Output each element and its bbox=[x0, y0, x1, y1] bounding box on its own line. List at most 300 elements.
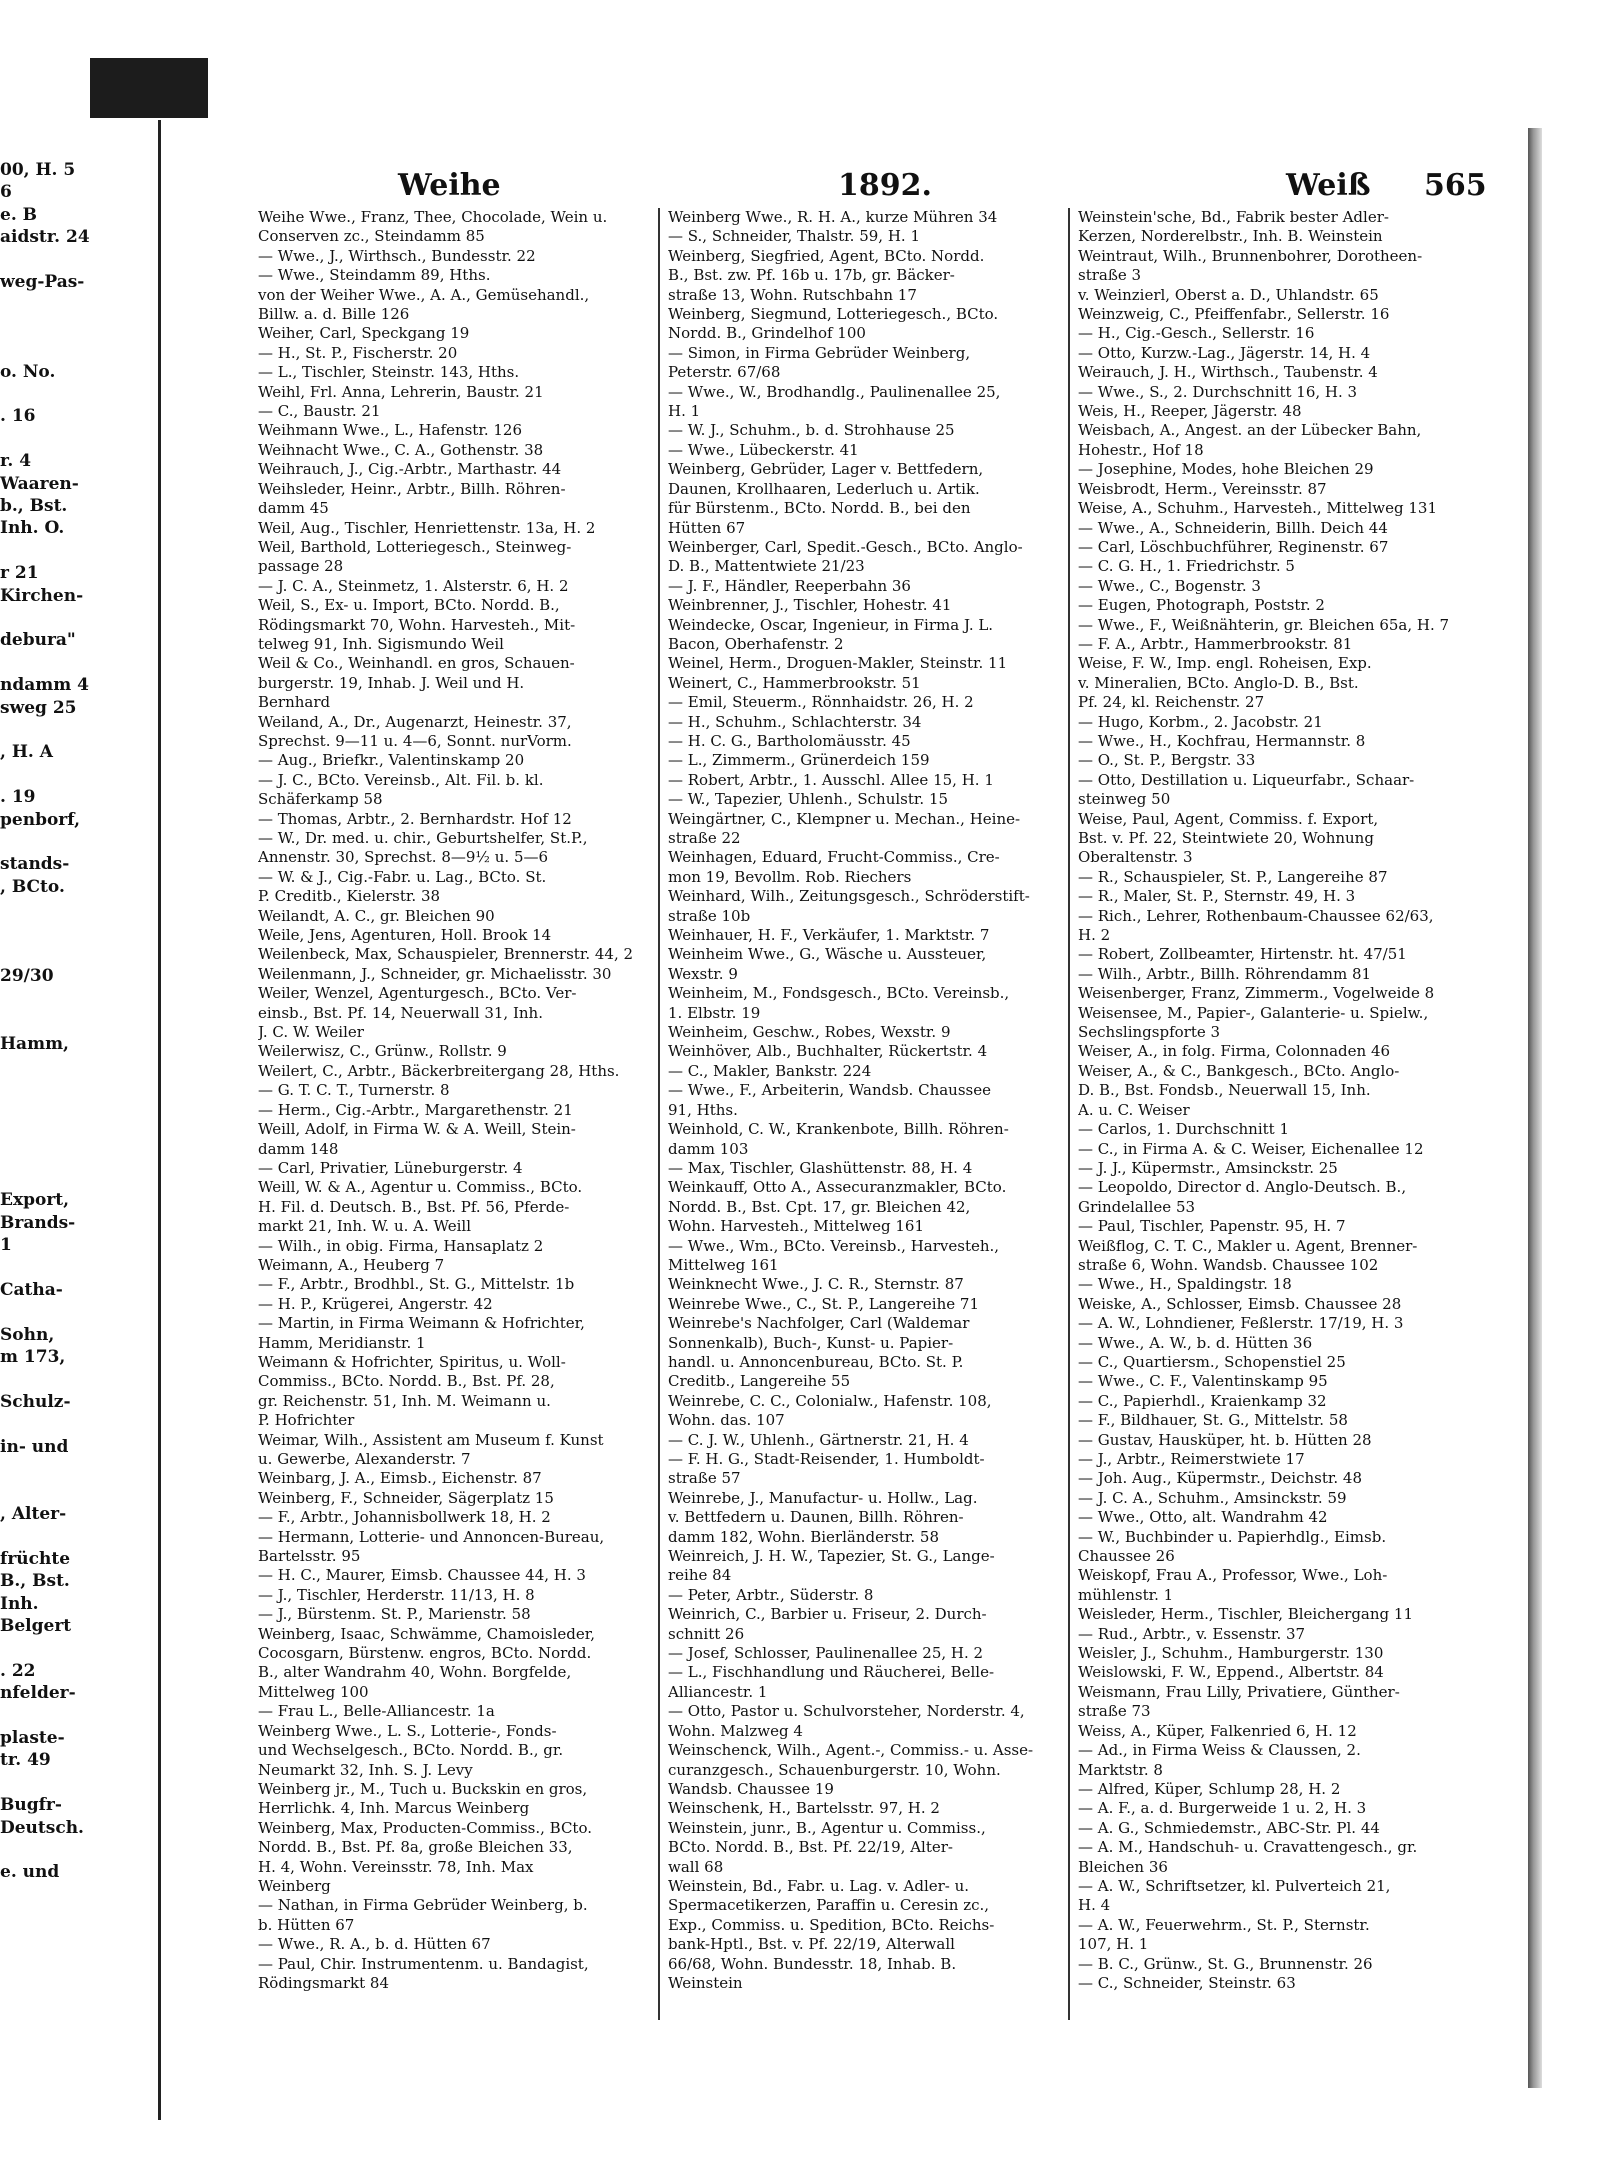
directory-entry: Nordd. B., Grindelhof 100 bbox=[668, 324, 866, 343]
directory-entry: Weinstein, junr., B., Agentur u. Commiss., bbox=[668, 1818, 986, 1837]
directory-entry: — Wwe., A., Schneiderin, Billh. Deich 44 bbox=[1078, 518, 1388, 537]
directory-entry: — A. W., Lohndiener, Feßlerstr. 17/19, H. 3 bbox=[1078, 1314, 1404, 1333]
prev-page-fragment: tr. 49 bbox=[0, 1750, 51, 1771]
directory-entry: Conserven zc., Steindamm 85 bbox=[258, 227, 485, 246]
directory-entry: — Wwe., H., Spaldingstr. 18 bbox=[1078, 1275, 1292, 1294]
directory-entry: markt 21, Inh. W. u. A. Weill bbox=[258, 1217, 471, 1236]
directory-entry: P. Hofrichter bbox=[258, 1411, 355, 1430]
directory-entry: straße 22 bbox=[668, 829, 741, 847]
directory-entry: H. 2 bbox=[1078, 926, 1111, 945]
directory-entry: — Robert, Arbtr., 1. Ausschl. Allee 15, H. 1 bbox=[668, 770, 994, 789]
directory-entry: — H., Schuhm., Schlachterstr. 34 bbox=[668, 712, 922, 731]
directory-entry: Weimar, Wilh., Assistent am Museum f. Kunst bbox=[258, 1430, 604, 1449]
directory-entry: Weisensee, M., Papier-, Galanterie- u. Spielw., bbox=[1078, 1003, 1429, 1022]
directory-entry: Weise, Paul, Agent, Commiss. f. Export, bbox=[1078, 809, 1379, 828]
directory-entry: steinweg 50 bbox=[1078, 790, 1171, 809]
directory-entry: v. Mineralien, BCto. Anglo-D. B., Bst. bbox=[1078, 673, 1359, 692]
directory-entry: Oberaltenstr. 3 bbox=[1078, 848, 1193, 867]
directory-entry: Weinrebe, C. C., Colonialw., Hafenstr. 108, bbox=[668, 1391, 992, 1410]
page-number: 565 bbox=[1424, 168, 1487, 203]
directory-entry: Weinschenk, H., Bartelsstr. 97, H. 2 bbox=[668, 1799, 940, 1818]
directory-entry: — Wilh., Arbtr., Billh. Röhrendamm 81 bbox=[1078, 964, 1372, 983]
header-year: 1892. bbox=[838, 168, 932, 203]
directory-entry: Weiler, Wenzel, Agenturgesch., BCto. Ver- bbox=[258, 984, 577, 1003]
directory-entry: — Otto, Pastor u. Schulvorsteher, Norderstr. 4, bbox=[668, 1702, 1025, 1721]
directory-entry: — Emil, Steuerm., Rönnhaidstr. 26, H. 2 bbox=[668, 693, 974, 712]
directory-entry: Weinberger, Carl, Spedit.-Gesch., BCto. Anglo- bbox=[668, 537, 1023, 556]
directory-entry: — Carl, Löschbuchführer, Reginenstr. 67 bbox=[1078, 537, 1389, 556]
directory-entry: — Martin, in Firma Weimann & Hofrichter, bbox=[258, 1314, 585, 1333]
directory-entry: für Bürstenm., BCto. Nordd. B., bei den bbox=[668, 499, 971, 518]
directory-entry: telweg 91, Inh. Sigismundo Weil bbox=[258, 634, 504, 653]
directory-entry: Weinhauer, H. F., Verkäufer, 1. Marktstr. 7 bbox=[668, 926, 990, 945]
directory-entry: — C., Schneider, Steinstr. 63 bbox=[1078, 1973, 1296, 1992]
directory-entry: Schäferkamp 58 bbox=[258, 790, 383, 809]
directory-entry: Weihl, Frl. Anna, Lehrerin, Baustr. 21 bbox=[258, 382, 544, 401]
directory-entry: Weihnacht Wwe., C. A., Gothenstr. 38 bbox=[258, 440, 544, 459]
directory-entry: — C. J. W., Uhlenh., Gärtnerstr. 21, H. 4 bbox=[668, 1430, 969, 1449]
header-right-word: Weiß bbox=[1286, 168, 1371, 203]
column-rule-2 bbox=[1068, 208, 1070, 2020]
directory-entry: Weinstein'sche, Bd., Fabrik bester Adler- bbox=[1078, 208, 1389, 226]
directory-entry: Weinhard, Wilh., Zeitungsgesch., Schröderstift- bbox=[668, 887, 1030, 906]
directory-entry: Weihrauch, J., Cig.-Arbtr., Marthastr. 44 bbox=[258, 460, 562, 479]
directory-entry: Weinberg jr., M., Tuch u. Buckskin en gros, bbox=[258, 1779, 588, 1798]
directory-entry: Weinstein, Bd., Fabr. u. Lag. v. Adler- u. bbox=[668, 1876, 970, 1895]
directory-entry: — J. C., BCto. Vereinsb., Alt. Fil. b. kl. bbox=[258, 770, 544, 789]
prev-page-fragment: o. No. bbox=[0, 361, 56, 382]
directory-entry: Weinreich, J. H. W., Tapezier, St. G., Lange- bbox=[668, 1547, 995, 1566]
prev-page-fragment: . 22 bbox=[0, 1660, 36, 1681]
column-rule-1 bbox=[658, 208, 660, 2020]
directory-entry: — Herm., Cig.-Arbtr., Margarethenstr. 21 bbox=[258, 1100, 573, 1119]
directory-entry: H. 4 bbox=[1078, 1896, 1111, 1915]
directory-entry: Weinstein bbox=[668, 1973, 743, 1992]
directory-entry: Weilert, C., Arbtr., Bäckerbreitergang 28, Hths. bbox=[258, 1061, 620, 1080]
directory-entry: — C., Baustr. 21 bbox=[258, 402, 381, 421]
directory-entry: Weimann, A., Heuberg 7 bbox=[258, 1255, 445, 1274]
directory-entry: — Rich., Lehrer, Rothenbaum-Chaussee 62/63, bbox=[1078, 906, 1434, 925]
directory-entry: — Joh. Aug., Küpermstr., Deichstr. 48 bbox=[1078, 1469, 1363, 1488]
directory-entry: Sonnenkalb), Buch-, Kunst- u. Papier- bbox=[668, 1333, 954, 1352]
directory-entry: B., alter Wandrahm 40, Wohn. Borgfelde, bbox=[258, 1663, 572, 1682]
directory-entry: — C., in Firma A. & C. Weiser, Eichenallee 12 bbox=[1078, 1139, 1424, 1158]
prev-page-fragment: , BCto. bbox=[0, 876, 65, 897]
directory-entry: — Leopoldo, Director d. Anglo-Deutsch. B., bbox=[1078, 1178, 1407, 1197]
directory-entry: — Rud., Arbtr., v. Essenstr. 37 bbox=[1078, 1624, 1306, 1643]
directory-entry: Weise, F. W., Imp. engl. Roheisen, Exp. bbox=[1078, 654, 1372, 673]
prev-page-fragment: B., Bst. bbox=[0, 1571, 70, 1592]
directory-entry: straße 3 bbox=[1078, 266, 1142, 285]
directory-entry: — Frau L., Belle-Alliancestr. 1a bbox=[258, 1702, 495, 1721]
directory-entry: Bernhard bbox=[258, 693, 331, 712]
directory-entry: — Wwe., J., Wirthsch., Bundesstr. 22 bbox=[258, 246, 536, 265]
directory-entry: — Wwe., R. A., b. d. Hütten 67 bbox=[258, 1935, 491, 1954]
directory-entry: Weinberg bbox=[258, 1876, 331, 1895]
directory-entry: — Wwe., F., Arbeiterin, Wandsb. Chaussee bbox=[668, 1081, 991, 1100]
directory-entry: — Otto, Kurzw.-Lag., Jägerstr. 14, H. 4 bbox=[1078, 343, 1371, 362]
directory-entry: Weihmann Wwe., L., Hafenstr. 126 bbox=[258, 421, 523, 440]
directory-entry: Weisleder, Herm., Tischler, Bleichergang 11 bbox=[1078, 1605, 1413, 1624]
directory-entry: Hütten 67 bbox=[668, 518, 746, 537]
prev-page-fragment: weg-Pas- bbox=[0, 272, 85, 292]
directory-entry: Weimann & Hofrichter, Spiritus, u. Woll- bbox=[258, 1352, 566, 1371]
directory-entry: — C., Quartiersm., Schopenstiel 25 bbox=[1078, 1352, 1346, 1371]
directory-entry: einsb., Bst. Pf. 14, Neuerwall 31, Inh. bbox=[258, 1003, 543, 1022]
column-3 bbox=[1078, 208, 1470, 1993]
directory-entry: Weiske, A., Schlosser, Eimsb. Chaussee 28 bbox=[1078, 1294, 1402, 1313]
directory-entry: Cocosgarn, Bürstenw. engros, BCto. Nordd. bbox=[258, 1644, 592, 1663]
directory-entry: damm 45 bbox=[258, 499, 329, 518]
directory-entry: Wexstr. 9 bbox=[668, 964, 738, 983]
directory-entry: Weise, A., Schuhm., Harvesteh., Mittelweg 131 bbox=[1078, 499, 1438, 518]
directory-entry: Creditb., Langereihe 55 bbox=[668, 1372, 851, 1391]
directory-entry: Weilenbeck, Max, Schauspieler, Brennerstr. 44, 2 bbox=[258, 945, 634, 964]
directory-entry: Weisenberger, Franz, Zimmerm., Vogelweide 8 bbox=[1078, 984, 1435, 1003]
directory-entry: Weilandt, A. C., gr. Bleichen 90 bbox=[258, 906, 495, 925]
prev-page-fragment: stands- bbox=[0, 854, 70, 875]
directory-entry: v. Bettfedern u. Daunen, Billh. Röhren- bbox=[668, 1508, 964, 1527]
directory-entry: — R., Schauspieler, St. P., Langereihe 87 bbox=[1078, 867, 1388, 886]
prev-page-fragment: 29/30 bbox=[0, 966, 54, 987]
prev-page-fragment: . 16 bbox=[0, 406, 36, 427]
page-header bbox=[258, 168, 1486, 210]
directory-entry: Weil, S., Ex- u. Import, BCto. Nordd. B., bbox=[258, 596, 560, 615]
directory-entry: straße 57 bbox=[668, 1469, 741, 1488]
directory-entry: Weilenmann, J., Schneider, gr. Michaelisstr. 30 bbox=[258, 964, 612, 983]
directory-entry: — Wwe., C. F., Valentinskamp 95 bbox=[1078, 1372, 1328, 1391]
directory-entry: Sprechst. 9—11 u. 4—6, Sonnt. nurVorm. bbox=[258, 731, 572, 750]
directory-entry: — Gustav, Hausküper, ht. b. Hütten 28 bbox=[1078, 1430, 1372, 1449]
directory-entry: — Josephine, Modes, hohe Bleichen 29 bbox=[1078, 460, 1374, 479]
directory-entry: Weiland, A., Dr., Augenarzt, Heinestr. 37, bbox=[258, 712, 572, 731]
directory-entry: — W., Tapezier, Uhlenh., Schulstr. 15 bbox=[668, 790, 949, 809]
directory-entry: — S., Schneider, Thalstr. 59, H. 1 bbox=[668, 227, 920, 246]
directory-entry: — J. F., Händler, Reeperbahn 36 bbox=[668, 576, 911, 595]
directory-entry: — Wwe., F., Weißnähterin, gr. Bleichen 65a, H. 7 bbox=[1078, 615, 1450, 634]
directory-entry: Weislowski, F. W., Eppend., Albertstr. 84 bbox=[1078, 1663, 1384, 1682]
directory-entry: — H. C., Maurer, Eimsb. Chaussee 44, H. 3 bbox=[258, 1566, 586, 1585]
directory-entry: Weilerwisz, C., Grünw., Rollstr. 9 bbox=[258, 1042, 507, 1061]
black-corner-tab bbox=[90, 58, 208, 118]
directory-entry: — A. W., Feuerwehrm., St. P., Sternstr. bbox=[1078, 1915, 1370, 1934]
directory-entry: — J., Bürstenm. St. P., Marienstr. 58 bbox=[258, 1605, 531, 1624]
directory-entry: Weinberg, Siegmund, Lotteriegesch., BCto. bbox=[668, 305, 999, 324]
directory-entry: passage 28 bbox=[258, 557, 344, 576]
directory-entry: D. B., Bst. Fondsb., Neuerwall 15, Inh. bbox=[1078, 1081, 1371, 1100]
directory-entry: — Hugo, Korbm., 2. Jacobstr. 21 bbox=[1078, 712, 1323, 731]
prev-page-fragment: e. B bbox=[0, 204, 38, 225]
directory-entry: bank-Hptl., Bst. v. Pf. 22/19, Alterwall bbox=[668, 1935, 955, 1954]
directory-entry: — J. J., Küpermstr., Amsinckstr. 25 bbox=[1078, 1158, 1338, 1177]
directory-entry: Annenstr. 30, Sprechst. 8—9½ u. 5—6 bbox=[258, 848, 549, 867]
directory-entry: — Wwe., Otto, alt. Wandrahm 42 bbox=[1078, 1508, 1328, 1527]
directory-entry: — L., Fischhandlung und Räucherei, Belle- bbox=[668, 1663, 995, 1682]
directory-entry: Nordd. B., Bst. Cpt. 17, gr. Bleichen 42, bbox=[668, 1197, 971, 1216]
prev-page-fragment: nfelder- bbox=[0, 1683, 76, 1704]
directory-entry: Weinel, Herm., Droguen-Makler, Steinstr. 11 bbox=[668, 654, 1008, 673]
prev-page-fragment: Deutsch. bbox=[0, 1817, 84, 1838]
directory-entry: Weinberg, Max, Producten-Commiss., BCto. bbox=[258, 1818, 592, 1837]
directory-entry: — C. G. H., 1. Friedrichstr. 5 bbox=[1078, 557, 1295, 576]
prev-page-fragment: , Alter- bbox=[0, 1504, 67, 1524]
directory-entry: — W., Dr. med. u. chir., Geburtshelfer, St.P., bbox=[258, 829, 588, 847]
directory-entry: 66/68, Wohn. Bundesstr. 18, Inhab. B. bbox=[668, 1954, 957, 1973]
directory-entry: Weinhagen, Eduard, Frucht-Commiss., Cre- bbox=[668, 848, 1000, 867]
prev-page-fragment: plaste- bbox=[0, 1728, 65, 1748]
directory-entry: — Carl, Privatier, Lüneburgerstr. 4 bbox=[258, 1158, 523, 1177]
directory-entry: burgerstr. 19, Inhab. J. Weil und H. bbox=[258, 673, 525, 692]
directory-entry: Weingärtner, C., Klempner u. Mechan., Heine- bbox=[668, 809, 1021, 828]
directory-entry: 107, H. 1 bbox=[1078, 1935, 1149, 1954]
directory-entry: — J., Arbtr., Reimerstwiete 17 bbox=[1078, 1450, 1305, 1468]
directory-entry: — F., Arbtr., Johannisbollwerk 18, H. 2 bbox=[258, 1508, 551, 1527]
directory-entry: — H. P., Krügerei, Angerstr. 42 bbox=[258, 1294, 493, 1313]
directory-entry: Weinrebe Wwe., C., St. P., Langereihe 71 bbox=[668, 1294, 979, 1313]
directory-entry: Weisbrodt, Herm., Vereinsstr. 87 bbox=[1078, 479, 1327, 498]
directory-entry: Weill, Adolf, in Firma W. & A. Weill, Stein- bbox=[258, 1120, 576, 1139]
directory-entry: Herrlichk. 4, Inh. Marcus Weinberg bbox=[258, 1799, 530, 1818]
prev-page-fragment: Waaren- bbox=[0, 473, 79, 494]
directory-entry: — Alfred, Küper, Schlump 28, H. 2 bbox=[1078, 1779, 1341, 1798]
directory-entry: reihe 84 bbox=[668, 1566, 732, 1585]
directory-entry: damm 103 bbox=[668, 1139, 749, 1158]
directory-entry: — A. M., Handschuh- u. Cravattengesch., gr. bbox=[1078, 1838, 1418, 1857]
directory-entry: Alliancestr. 1 bbox=[668, 1682, 768, 1701]
prev-page-fragment: aidstr. 24 bbox=[0, 227, 90, 248]
directory-entry: — Wwe., W., Brodhandlg., Paulinenallee 25, bbox=[668, 382, 1001, 401]
directory-entry: — J., Tischler, Herderstr. 11/13, H. 8 bbox=[258, 1585, 535, 1604]
prev-page-fragment: Hamm, bbox=[0, 1033, 69, 1054]
prev-page-fragment: Inh. O. bbox=[0, 518, 65, 539]
directory-entry: — A. W., Schriftsetzer, kl. Pulverteich 21, bbox=[1078, 1876, 1391, 1895]
directory-entry: — Max, Tischler, Glashüttenstr. 88, H. 4 bbox=[668, 1158, 973, 1177]
directory-entry: Hohestr., Hof 18 bbox=[1078, 440, 1204, 459]
prev-page-fragment: , H. A bbox=[0, 742, 53, 763]
directory-entry: — Simon, in Firma Gebrüder Weinberg, bbox=[668, 343, 971, 362]
directory-entry: — Wwe., S., 2. Durchschnitt 16, H. 3 bbox=[1078, 382, 1358, 401]
directory-entry: gr. Reichenstr. 51, Inh. M. Weimann u. bbox=[258, 1391, 551, 1410]
directory-entry: Wohn. das. 107 bbox=[668, 1411, 785, 1430]
directory-entry: Weiher, Carl, Speckgang 19 bbox=[258, 324, 470, 343]
directory-entry: — Hermann, Lotterie- und Annoncen-Bureau, bbox=[258, 1527, 605, 1546]
directory-entry: Weinrich, C., Barbier u. Friseur, 2. Durch- bbox=[668, 1605, 987, 1624]
directory-entry: Weindecke, Oscar, Ingenieur, in Firma J. L. bbox=[668, 615, 994, 634]
directory-entry: Weill, W. & A., Agentur u. Commiss., BCto. bbox=[258, 1178, 583, 1197]
directory-entry: — W. J., Schuhm., b. d. Strohhause 25 bbox=[668, 421, 955, 440]
directory-entry: Weinknecht Wwe., J. C. R., Sternstr. 87 bbox=[668, 1275, 964, 1294]
directory-entry: — Carlos, 1. Durchschnitt 1 bbox=[1078, 1120, 1290, 1139]
prev-page-fragment: Kirchen- bbox=[0, 585, 84, 606]
directory-entry: — Wwe., Wm., BCto. Vereinsb., Harvesteh., bbox=[668, 1236, 1000, 1255]
prev-page-fragment: 6 bbox=[0, 182, 12, 203]
directory-entry: Bst. v. Pf. 22, Steintwiete 20, Wohnung bbox=[1078, 829, 1374, 847]
directory-entry: — F., Bildhauer, St. G., Mittelstr. 58 bbox=[1078, 1411, 1348, 1430]
prev-page-fragment: Catha- bbox=[0, 1280, 63, 1300]
directory-entry: u. Gewerbe, Alexanderstr. 7 bbox=[258, 1450, 471, 1468]
prev-page-fragment: debura" bbox=[0, 630, 76, 651]
directory-entry: Weinhold, C. W., Krankenbote, Billh. Röhren- bbox=[668, 1120, 1009, 1139]
directory-entry: — O., St. P., Bergstr. 33 bbox=[1078, 751, 1256, 770]
directory-entry: — Wilh., in obig. Firma, Hansaplatz 2 bbox=[258, 1236, 544, 1255]
directory-entry: Weinberg, F., Schneider, Sägerplatz 15 bbox=[258, 1488, 554, 1507]
directory-entry: Weinberg, Gebrüder, Lager v. Bettfedern, bbox=[668, 460, 984, 479]
prev-page-fragment: 00, H. 5 bbox=[0, 160, 76, 180]
directory-entry: — J. C. A., Schuhm., Amsinckstr. 59 bbox=[1078, 1488, 1347, 1507]
directory-entry: — Nathan, in Firma Gebrüder Weinberg, b. bbox=[258, 1896, 588, 1915]
directory-entry: Weinbrenner, J., Tischler, Hohestr. 41 bbox=[668, 596, 952, 615]
column-2 bbox=[668, 208, 1060, 1993]
directory-entry: — L., Zimmerm., Grünerdeich 159 bbox=[668, 751, 930, 770]
directory-entry: schnitt 26 bbox=[668, 1624, 745, 1643]
directory-entry: Weil, Barthold, Lotteriegesch., Steinweg- bbox=[258, 537, 572, 556]
directory-entry: — R., Maler, St. P., Sternstr. 49, H. 3 bbox=[1078, 887, 1356, 906]
directory-entry: — C., Papierhdl., Kraienkamp 32 bbox=[1078, 1391, 1327, 1410]
prev-page-fragment: b., Bst. bbox=[0, 496, 68, 516]
directory-entry: damm 182, Wohn. Bierländerstr. 58 bbox=[668, 1527, 940, 1546]
prev-page-fragment: Sohn, bbox=[0, 1324, 55, 1345]
directory-entry: Nordd. B., Bst. Pf. 8a, große Bleichen 33, bbox=[258, 1838, 573, 1857]
directory-entry: Rödingsmarkt 84 bbox=[258, 1973, 389, 1992]
prev-page-fragment: Bugfr- bbox=[0, 1795, 62, 1816]
directory-entry: Pf. 24, kl. Reichenstr. 27 bbox=[1078, 693, 1265, 712]
directory-entry: Weinrebe's Nachfolger, Carl (Waldemar bbox=[668, 1314, 970, 1333]
directory-entry: Weiss, A., Küper, Falkenried 6, H. 12 bbox=[1078, 1721, 1357, 1740]
directory-entry: — H., Cig.-Gesch., Sellerstr. 16 bbox=[1078, 324, 1315, 343]
directory-entry: Weinberg Wwe., R. H. A., kurze Mühren 34 bbox=[668, 208, 998, 226]
directory-entry: — Eugen, Photograph, Poststr. 2 bbox=[1078, 596, 1325, 615]
directory-entry: und Wechselgesch., BCto. Nordd. B., gr. bbox=[258, 1741, 564, 1760]
directory-entry: 1. Elbstr. 19 bbox=[668, 1003, 761, 1022]
directory-entry: — H., St. P., Fischerstr. 20 bbox=[258, 343, 458, 362]
directory-entry: Weinhöver, Alb., Buchhalter, Rückertstr. 4 bbox=[668, 1042, 988, 1061]
prev-page-fragment: r 21 bbox=[0, 563, 39, 584]
directory-entry: — G. T. C. T., Turnerstr. 8 bbox=[258, 1081, 450, 1100]
directory-entry: — W. & J., Cig.-Fabr. u. Lag., BCto. St. bbox=[258, 867, 547, 886]
prev-page-fragment: Schulz- bbox=[0, 1392, 71, 1412]
directory-entry: Marktstr. 8 bbox=[1078, 1760, 1163, 1779]
directory-entry: Weinheim Wwe., G., Wäsche u. Aussteuer, bbox=[668, 945, 987, 964]
directory-entry: D. B., Mattentwiete 21/23 bbox=[668, 557, 865, 576]
header-left-word: Weihe bbox=[398, 168, 501, 203]
directory-entry: straße 73 bbox=[1078, 1702, 1151, 1721]
directory-entry: Weinberg Wwe., L. S., Lotterie-, Fonds- bbox=[258, 1721, 557, 1740]
directory-entry: Weis, H., Reeper, Jägerstr. 48 bbox=[1078, 402, 1302, 421]
previous-page-margin bbox=[0, 160, 92, 2120]
directory-entry: Weihe Wwe., Franz, Thee, Chocolade, Wein u. bbox=[258, 208, 608, 226]
directory-entry: Weiser, A., in folg. Firma, Colonnaden 46 bbox=[1078, 1042, 1391, 1061]
directory-entry: — Aug., Briefkr., Valentinskamp 20 bbox=[258, 751, 525, 770]
directory-entry: Daunen, Krollhaaren, Lederluch u. Artik. bbox=[668, 479, 980, 498]
directory-entry: — Wwe., A. W., b. d. Hütten 36 bbox=[1078, 1333, 1313, 1352]
directory-entry: Wohn. Harvesteh., Mittelweg 161 bbox=[668, 1217, 925, 1236]
directory-entry: — A. G., Schmiedemstr., ABC-Str. Pl. 44 bbox=[1078, 1818, 1380, 1837]
directory-entry: Grindelallee 53 bbox=[1078, 1197, 1196, 1216]
directory-entry: Billw. a. d. Bille 126 bbox=[258, 305, 410, 324]
directory-entry: Weisbach, A., Angest. an der Lübecker Bahn, bbox=[1078, 421, 1422, 440]
directory-entry: Bleichen 36 bbox=[1078, 1857, 1168, 1876]
directory-entry: — L., Tischler, Steinstr. 143, Hths. bbox=[258, 363, 520, 382]
prev-page-fragment: e. und bbox=[0, 1862, 60, 1883]
directory-entry: Weile, Jens, Agenturen, Holl. Brook 14 bbox=[258, 926, 552, 945]
prev-page-fragment: m 173, bbox=[0, 1347, 66, 1368]
directory-entry: BCto. Nordd. B., Bst. Pf. 22/19, Alter- bbox=[668, 1838, 953, 1857]
directory-entry: 91, Hths. bbox=[668, 1100, 738, 1119]
directory-entry: curanzgesch., Schauenburgerstr. 10, Wohn. bbox=[668, 1760, 1001, 1779]
directory-entry: — J. C. A., Steinmetz, 1. Alsterstr. 6, H. 2 bbox=[258, 576, 569, 595]
directory-entry: v. Weinzierl, Oberst a. D., Uhlandstr. 65 bbox=[1078, 285, 1379, 304]
directory-entry: — Otto, Destillation u. Liqueurfabr., Schaar- bbox=[1078, 770, 1415, 789]
directory-entry: Sechslingspforte 3 bbox=[1078, 1023, 1221, 1042]
directory-entry: — C., Makler, Bankstr. 224 bbox=[668, 1061, 872, 1080]
directory-entry: handl. u. Annoncenbureau, BCto. St. P. bbox=[668, 1352, 964, 1371]
directory-entry: Weinrebe, J., Manufactur- u. Hollw., Lag. bbox=[668, 1488, 978, 1507]
directory-entry: straße 6, Wohn. Wandsb. Chaussee 102 bbox=[1078, 1255, 1379, 1274]
directory-entry: Hamm, Meridianstr. 1 bbox=[258, 1333, 426, 1352]
directory-entry: Rödingsmarkt 70, Wohn. Harvesteh., Mit- bbox=[258, 615, 576, 634]
directory-entry: — Paul, Chir. Instrumentenm. u. Bandagist, bbox=[258, 1954, 589, 1973]
directory-entry: Weintraut, Wilh., Brunnenbohrer, Dorotheen- bbox=[1078, 246, 1423, 265]
prev-page-fragment: . 19 bbox=[0, 787, 36, 808]
directory-entry: — Thomas, Arbtr., 2. Bernhardstr. Hof 12 bbox=[258, 809, 572, 828]
directory-entry: Weil, Aug., Tischler, Henriettenstr. 13a, H. 2 bbox=[258, 518, 596, 537]
prev-page-fragment: Export, bbox=[0, 1190, 70, 1211]
prev-page-fragment: Inh. bbox=[0, 1593, 39, 1614]
directory-entry: — Peter, Arbtr., Süderstr. 8 bbox=[668, 1585, 874, 1604]
directory-entry: Exp., Commiss. u. Spedition, BCto. Reichs- bbox=[668, 1915, 995, 1934]
column-1 bbox=[258, 208, 650, 1993]
directory-entry: Bartelsstr. 95 bbox=[258, 1547, 361, 1566]
directory-entry: — Wwe., C., Bogenstr. 3 bbox=[1078, 576, 1261, 595]
directory-entry: — A. F., a. d. Burgerweide 1 u. 2, H. 3 bbox=[1078, 1799, 1367, 1818]
directory-entry: — F., Arbtr., Brodhbl., St. G., Mittelstr. 1b bbox=[258, 1275, 575, 1294]
directory-entry: Weinberg, Siegfried, Agent, BCto. Nordd. bbox=[668, 246, 985, 265]
directory-entry: Weinberg, Isaac, Schwämme, Chamoisleder, bbox=[258, 1624, 596, 1643]
directory-entry: mon 19, Bevollm. Rob. Riechers bbox=[668, 867, 912, 886]
directory-entry: H. 1 bbox=[668, 402, 701, 421]
directory-entry: Peterstr. 67/68 bbox=[668, 363, 781, 382]
directory-entry: mühlenstr. 1 bbox=[1078, 1585, 1174, 1604]
directory-entry: Wohn. Malzweg 4 bbox=[668, 1721, 803, 1740]
directory-entry: Spermacetikerzen, Paraffin u. Ceresin zc., bbox=[668, 1896, 990, 1915]
directory-entry: A. u. C. Weiser bbox=[1078, 1100, 1190, 1119]
directory-entry: Weirauch, J. H., Wirthsch., Taubenstr. 4 bbox=[1078, 363, 1378, 382]
directory-entry: — B. C., Grünw., St. G., Brunnenstr. 26 bbox=[1078, 1954, 1373, 1973]
directory-entry: Commiss., BCto. Nordd. B., Bst. Pf. 28, bbox=[258, 1372, 555, 1391]
directory-entry: Weinheim, Geschw., Robes, Wexstr. 9 bbox=[668, 1023, 951, 1042]
directory-page bbox=[258, 168, 1486, 2068]
directory-entry: Wandsb. Chaussee 19 bbox=[668, 1779, 834, 1798]
directory-entry: — W., Buchbinder u. Papierhdlg., Eimsb. bbox=[1078, 1527, 1387, 1546]
prev-page-fragment: früchte bbox=[0, 1548, 71, 1569]
prev-page-fragment: sweg 25 bbox=[0, 697, 77, 718]
directory-entry: straße 10b bbox=[668, 906, 751, 925]
page-edge-shadow bbox=[1528, 128, 1542, 2088]
prev-page-fragment: 1 bbox=[0, 1235, 12, 1256]
directory-entry: Weinzweig, C., Pfeiffenfabr., Sellerstr. 16 bbox=[1078, 305, 1390, 324]
directory-entry: — Wwe., H., Kochfrau, Hermannstr. 8 bbox=[1078, 731, 1366, 750]
directory-entry: — F. H. G., Stadt-Reisender, 1. Humboldt- bbox=[668, 1450, 985, 1468]
directory-entry: — Wwe., Lübeckerstr. 41 bbox=[668, 440, 859, 459]
directory-entry: straße 13, Wohn. Rutschbahn 17 bbox=[668, 285, 917, 304]
directory-entry: Weihsleder, Heinr., Arbtr., Billh. Röhren- bbox=[258, 479, 566, 498]
directory-entry: Weinert, C., Hammerbrookstr. 51 bbox=[668, 673, 921, 692]
directory-entry: damm 148 bbox=[258, 1139, 339, 1158]
directory-entry: — H. C. G., Bartholomäusstr. 45 bbox=[668, 731, 911, 750]
directory-entry: Weisler, J., Schuhm., Hamburgerstr. 130 bbox=[1078, 1644, 1384, 1663]
directory-entry: Weil & Co., Weinhandl. en gros, Schauen- bbox=[258, 654, 575, 673]
directory-entry: — Ad., in Firma Weiss & Claussen, 2. bbox=[1078, 1741, 1361, 1760]
